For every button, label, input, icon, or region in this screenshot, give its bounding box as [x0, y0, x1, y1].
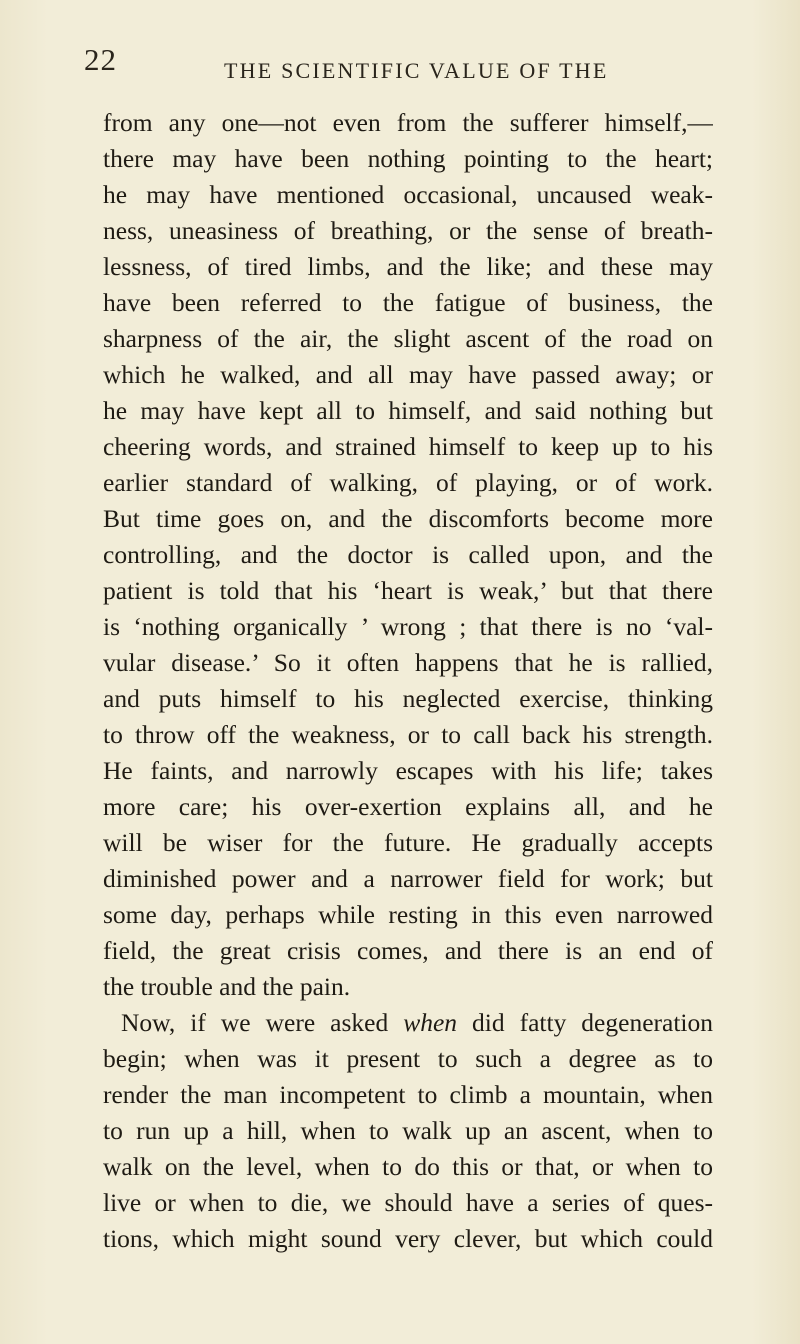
text-line: begin; when was it present to such a degree as to — [103, 1044, 713, 1073]
text-line: live or when to die, we should have a series of ques- — [103, 1188, 713, 1217]
text-line: he may have kept all to himself, and said nothing but — [103, 396, 713, 425]
text-line: some day, perhaps while resting in this even narrowed — [103, 900, 713, 929]
running-head: THE SCIENTIFIC VALUE OF THE — [224, 58, 609, 83]
text-line: ness, uneasiness of breathing, or the sense of breath- — [103, 216, 713, 245]
body-text — [103, 105, 713, 1257]
text-line: which he walked, and all may have passed away; or — [103, 360, 713, 389]
text-line: the trouble and the pain. — [103, 972, 351, 1001]
text-line: he may have mentioned occasional, uncaused weak- — [103, 180, 713, 209]
text-line: there may have been nothing pointing to the heart; — [103, 144, 713, 173]
emphasized-word: when — [403, 1008, 458, 1037]
paragraph-1 — [103, 105, 713, 1005]
text-fragment: Now, if we were asked — [121, 1008, 404, 1037]
text-line: walk on the level, when to do this or that, or when to — [103, 1152, 713, 1181]
text-line: to run up a hill, when to walk up an ascent, when to — [103, 1116, 713, 1145]
text-line: from any one—not even from the sufferer himself,— — [103, 108, 713, 137]
text-line: more care; his over-exertion explains all, and he — [103, 792, 713, 821]
text-line — [103, 1005, 713, 1041]
text-line: lessness, of tired limbs, and the like; and these may — [103, 252, 713, 281]
text-fragment: did fatty degeneration — [457, 1008, 713, 1037]
text-line: is ‘nothing organically ’ wrong ; that there is no ‘val- — [103, 612, 713, 641]
text-line: earlier standard of walking, of playing, or of work. — [103, 468, 713, 497]
text-line: tions, which might sound very clever, but which could — [103, 1224, 713, 1253]
text-line: render the man incompetent to climb a mountain, when — [103, 1080, 713, 1109]
text-line: But time goes on, and the discomforts become more — [103, 504, 713, 533]
text-line: and puts himself to his neglected exercise, thinking — [103, 684, 713, 713]
text-line: will be wiser for the future. He gradually accepts — [103, 828, 713, 857]
page-number: 22 — [84, 42, 117, 77]
text-line: diminished power and a narrower field for work; but — [103, 864, 713, 893]
text-line: cheering words, and strained himself to keep up to his — [103, 432, 713, 461]
text-line: He faints, and narrowly escapes with his life; takes — [103, 756, 713, 785]
text-line: field, the great crisis comes, and there is an end of — [103, 936, 713, 965]
text-line: have been referred to the fatigue of business, the — [103, 288, 713, 317]
text-line: controlling, and the doctor is called upon, and the — [103, 540, 713, 569]
text-line: to throw off the weakness, or to call back his strength. — [103, 720, 713, 749]
text-line: vular disease.’ So it often happens that he is rallied, — [103, 648, 713, 677]
text-line: sharpness of the air, the slight ascent of the road on — [103, 324, 713, 353]
text-line: patient is told that his ‘heart is weak,’ but that there — [103, 576, 713, 605]
paragraph-2 — [103, 1005, 713, 1257]
